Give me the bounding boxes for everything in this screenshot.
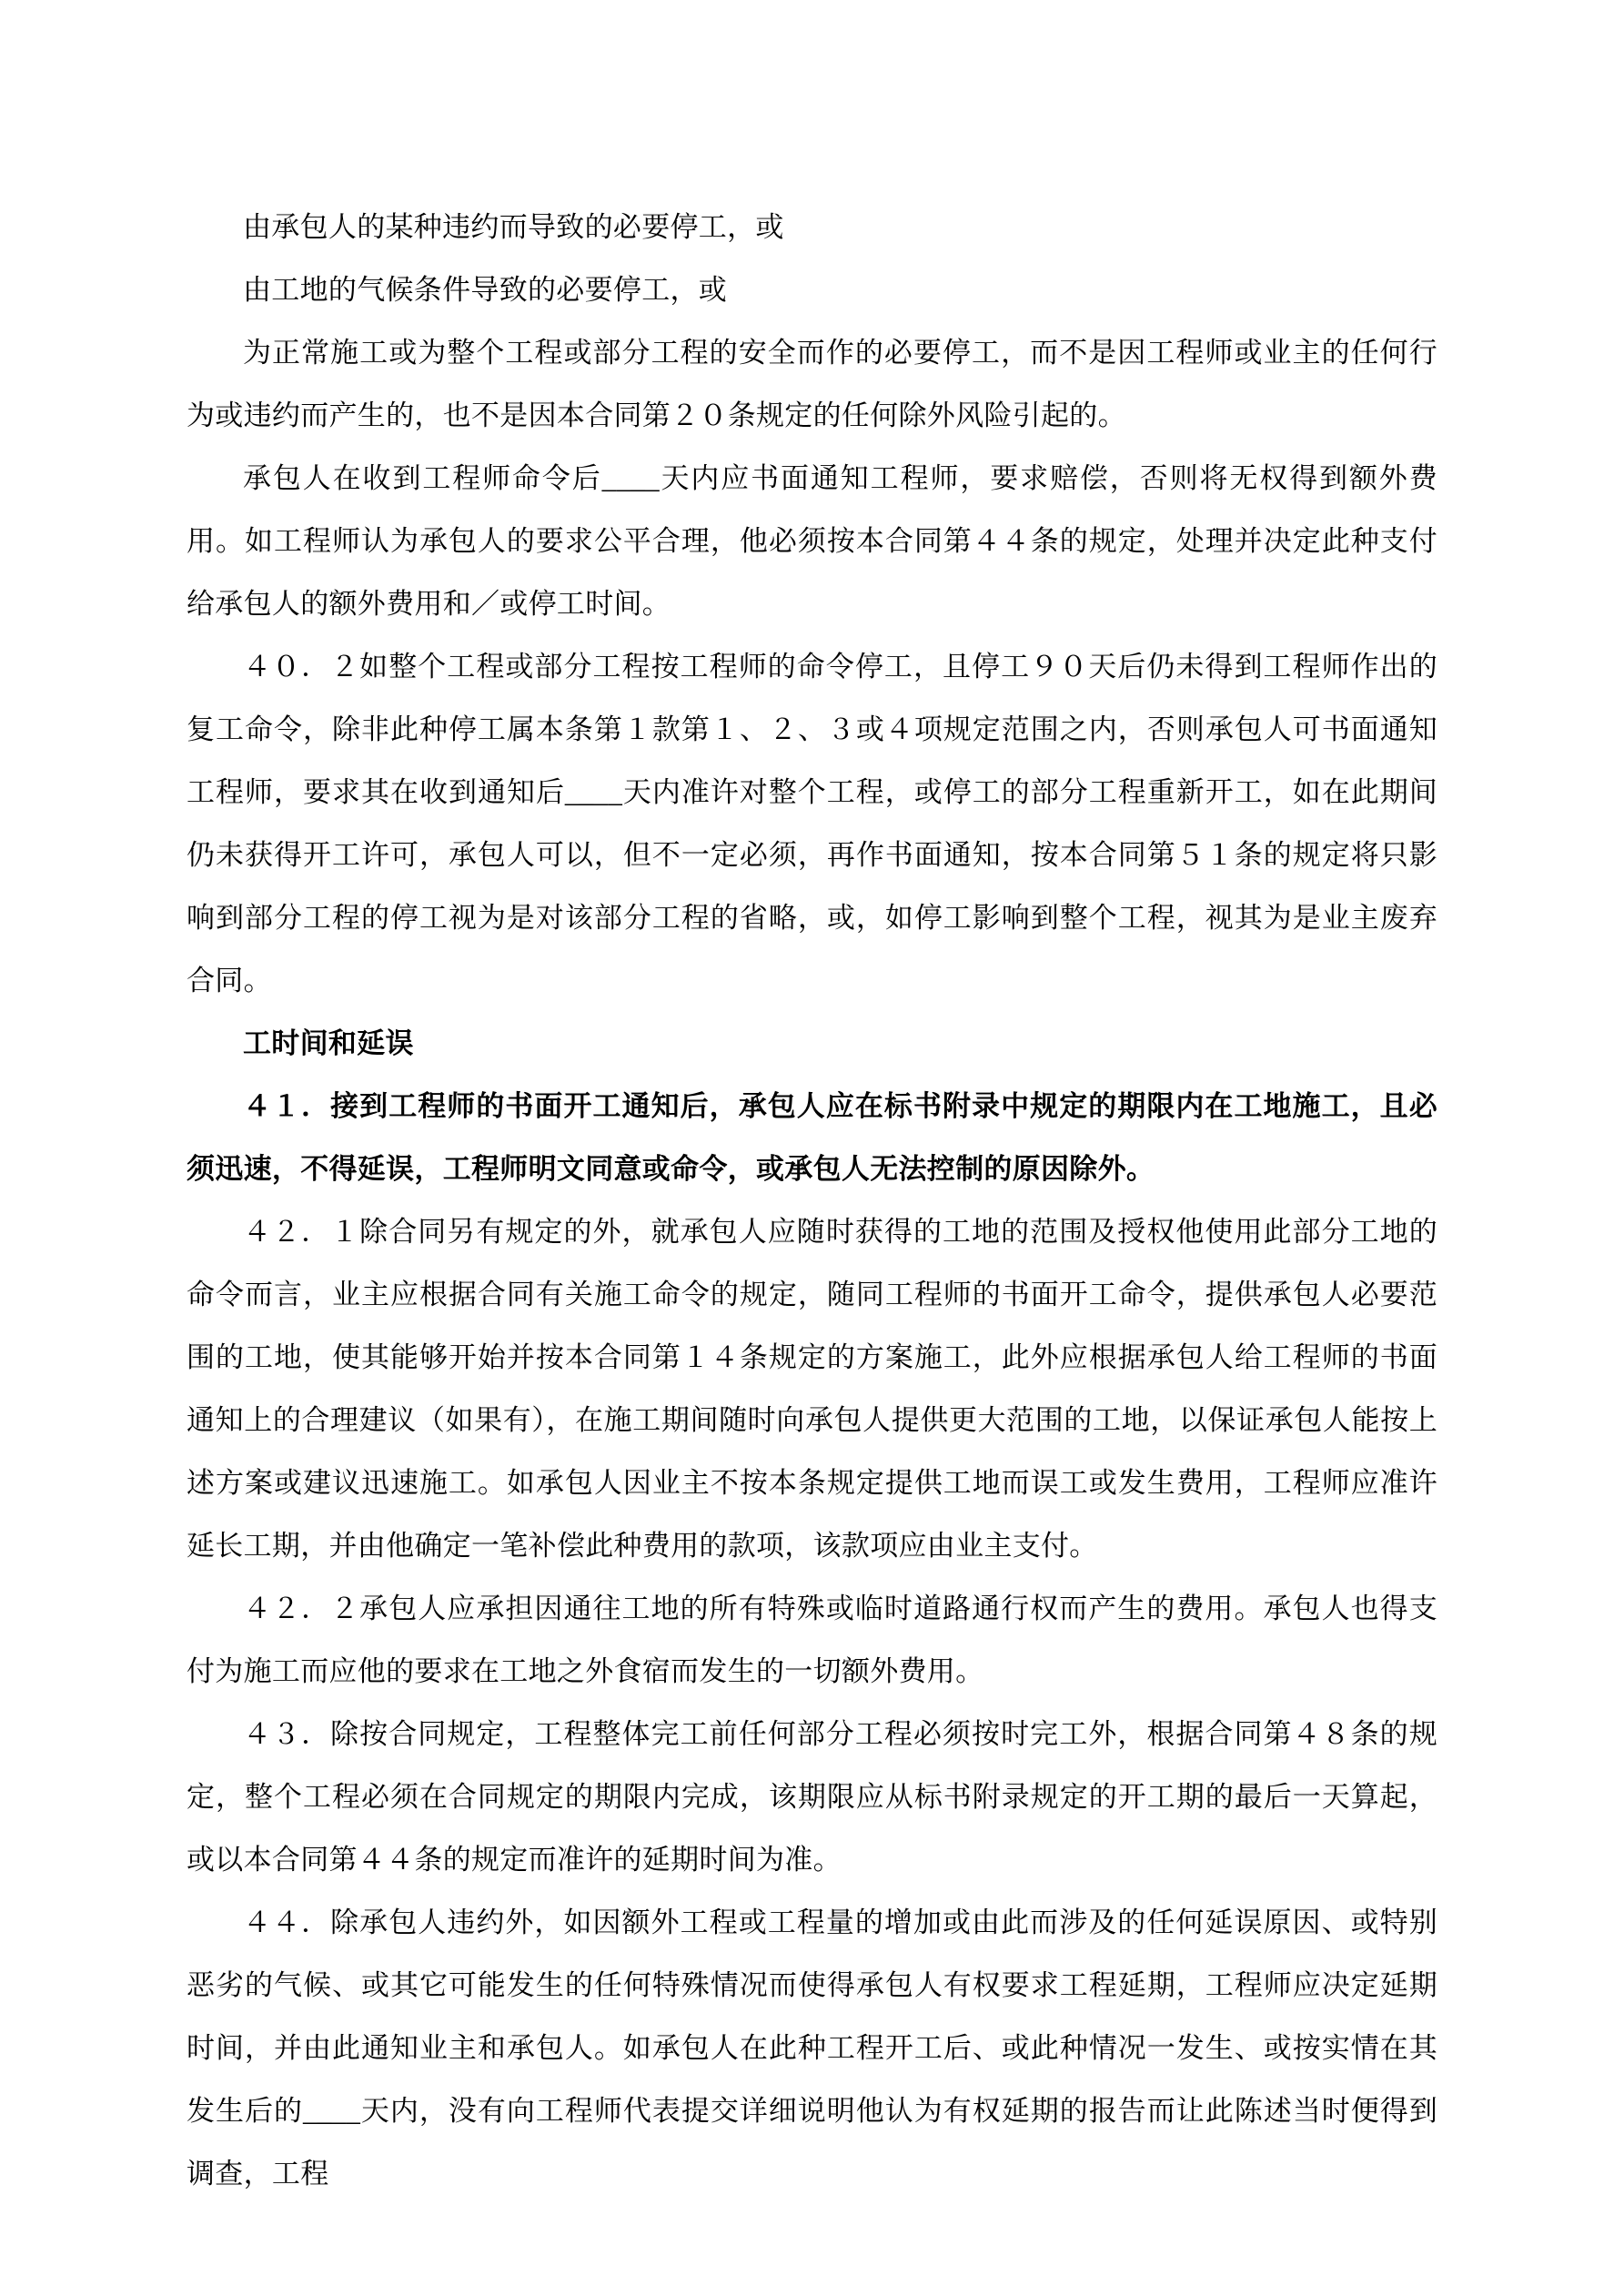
clause-paragraph: ４０．２如整个工程或部分工程按工程师的命令停工，且停工９０天后仍未得到工程师作出的复工命令，除非此种停工属本条第１款第１、２、３或４项规定范围之内，否则承包人可书面通知工程师，要求其在收到通知后____天内准许对整个工程，或停工的部分工程重新开工，如在此期间仍未获得开工许可，承包人可以，但不一定必须，再作书面通知，按本合同第５１条的规定将只影响到部分工程的停工视为是对该部分工程的省略，或，如停工影响到整个工程，视其为是业主废弃合同。	[187, 651, 1437, 996]
clause-paragraph: ４１．接到工程师的书面开工通知后，承包人应在标书附录中规定的期限内在工地施工，且必须迅速，不得延误，工程师明文同意或命令，或承包人无法控制的原因除外。	[187, 1090, 1437, 1185]
section-heading: 工时间和延误	[243, 1027, 414, 1059]
clause-paragraph: ４４．除承包人违约外，如因额外工程或工程量的增加或由此而涉及的任何延误原因、或特别恶劣的气候、或其它可能发生的任何特殊情况而使得承包人有权要求工程延期，工程师应决定延期时间，并由此通知业主和承包人。如承包人在此种工程开工后、或此种情况一发生、或按实情在其发生后的____天内，没有向工程师代表提交详细说明他认为有权延期的报告而让此陈述当时便得到调查，工程	[187, 1907, 1437, 2190]
clause-paragraph: 由承包人的某种违约而导致的必要停工，或	[243, 211, 784, 243]
clause-paragraph: ４３．除按合同规定，工程整体完工前任何部分工程必须按时完工外，根据合同第４８条的规定，整个工程必须在合同规定的期限内完成，该期限应从标书附录规定的开工期的最后一天算起，或以本合同第４４条的规定而准许的延期时间为准。	[187, 1718, 1437, 1876]
clause-paragraph: ４２．２承包人应承担因通往工地的所有特殊或临时道路通行权而产生的费用。承包人也得支付为施工而应他的要求在工地之外食宿而发生的一切额外费用。	[187, 1593, 1437, 1687]
clause-paragraph: ４２．１除合同另有规定的外，就承包人应随时获得的工地的范围及授权他使用此部分工地的命令而言，业主应根据合同有关施工命令的规定，随同工程师的书面开工命令，提供承包人必要范围的工地，使其能够开始并按本合同第１４条规定的方案施工，此外应根据承包人给工程师的书面通知上的合理建议（如果有），在施工期间随时向承包人提供更大范围的工地，以保证承包人能按上述方案或建议迅速施工。如承包人因业主不按本条规定提供工地而误工或发生费用，工程师应准许延长工期，并由他确定一笔补偿此种费用的款项，该款项应由业主支付。	[187, 1216, 1437, 1562]
clause-paragraph: 由工地的气候条件导致的必要停工，或	[243, 274, 728, 306]
clause-paragraph: 承包人在收到工程师命令后____天内应书面通知工程师，要求赔偿，否则将无权得到额外费用。如工程师认为承包人的要求公平合理，他必须按本合同第４４条的规定，处理并决定此种支付给承包人的额外费用和／或停工时间。	[187, 462, 1437, 620]
clause-paragraph: 为正常施工或为整个工程或部分工程的安全而作的必要停工，而不是因工程师或业主的任何行为或违约而产生的，也不是因本合同第２０条规定的任何除外风险引起的。	[187, 337, 1437, 431]
